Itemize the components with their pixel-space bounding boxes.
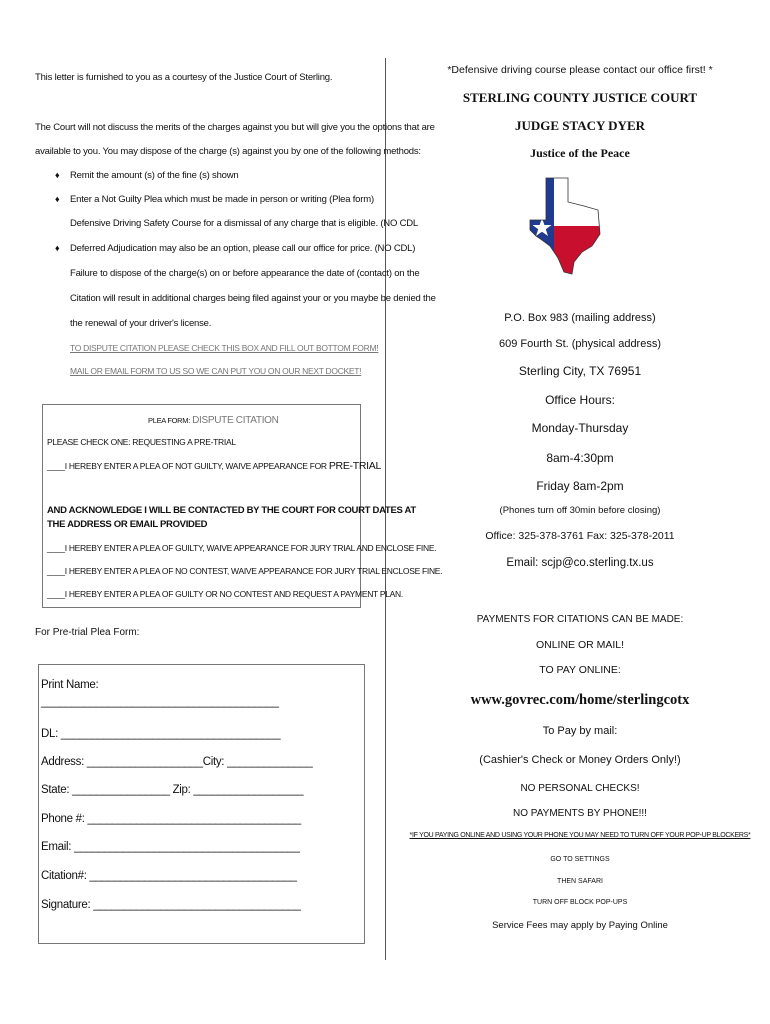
friday-hours: Friday 8am-2pm [536, 479, 624, 493]
plea-acknowledge-1: AND ACKNOWLEDGE I WILL BE CONTACTED BY THE COURT FOR COURT DATES AT [47, 505, 416, 516]
plea-option-guilty[interactable]: ____I HEREBY ENTER A PLEA OF GUILTY, WAIVE APPEARANCE FOR JURY TRIAL AND ENCLOSE FINE. [47, 543, 437, 553]
bullet-diamond-icon: ♦ [55, 170, 60, 180]
failure-line-1: Failure to dispose of the charge(s) on or before appearance the date of (contact) on the [70, 268, 420, 279]
plea-option-not-guilty[interactable]: ____I HEREBY ENTER A PLEA OF NOT GUILTY, WAIVE APPEARANCE FOR PRE-TRIAL [47, 460, 381, 472]
step-popups: TURN OFF BLOCK POP-UPS [532, 899, 628, 906]
service-fees-note: Service Fees may apply by Paying Online [492, 920, 668, 931]
state-zip-field[interactable]: State: ________________ Zip: __________________ [41, 784, 304, 796]
step-safari: THEN SAFARI [557, 878, 603, 885]
cashiers-note: (Cashier's Check or Money Orders Only!) [479, 754, 681, 766]
payment-url-link[interactable]: www.govrec.com/home/sterlingcotx [470, 692, 690, 708]
pay-mail-label: To Pay by mail: [542, 725, 618, 737]
online-or-mail: ONLINE OR MAIL! [535, 639, 625, 651]
bullet-diamond-icon: ♦ [55, 194, 60, 204]
failure-line-3: the renewal of your driver's license. [70, 318, 212, 329]
texas-flag-map-icon [528, 176, 602, 276]
physical-address: 609 Fourth St. (physical address) [498, 338, 662, 350]
judge-title: Justice of the Peace [530, 146, 630, 160]
option-remit: Remit the amount (s) of the fine (s) shown [70, 170, 239, 181]
pay-online-label: TO PAY ONLINE: [539, 664, 621, 676]
defensive-driving-note: *Defensive driving course please contact our office first! * [447, 64, 713, 76]
court-name: STERLING COUNTY JUSTICE COURT [462, 90, 698, 105]
address-city-field[interactable]: Address: ___________________City: ______________ [41, 756, 313, 768]
office-days: Monday-Thursday [531, 421, 629, 435]
intro-line-1: The Court will not discuss the merits of the charges against you but will give you the options that are [35, 122, 435, 133]
print-name-label: Print Name: [41, 679, 99, 691]
plea-option-no-contest[interactable]: ____I HEREBY ENTER A PLEA OF NO CONTEST, WAIVE APPEARANCE FOR JURY TRIAL ENCLOSE FINE. [47, 566, 443, 576]
no-phone-payments: NO PAYMENTS BY PHONE!!! [513, 808, 647, 819]
plea-check-one: PLEASE CHECK ONE: REQUESTING A PRE-TRIAL [47, 437, 236, 447]
payments-heading: PAYMENTS FOR CITATIONS CAN BE MADE: [476, 614, 684, 625]
dl-field[interactable]: DL: ____________________________________ [41, 728, 281, 740]
option-not-guilty: Enter a Not Guilty Plea which must be made in person or writing (Plea form) [70, 194, 374, 205]
court-email[interactable]: Email: scjp@co.sterling.tx.us [506, 557, 654, 569]
office-hours-label: Office Hours: [545, 393, 615, 407]
office-fax: Office: 325-378-3761 Fax: 325-378-2011 [485, 530, 675, 542]
no-personal-checks: NO PERSONAL CHECKS! [520, 783, 640, 794]
plea-form-title: PLEA FORM: DISPUTE CITATION [148, 415, 279, 426]
failure-line-2: Citation will result in additional charges being filed against your or you maybe be denied the [70, 293, 436, 304]
intro-line-2: available to you. You may dispose of the charge (s) against you by one of the following methods: [35, 146, 421, 157]
office-hours: 8am-4:30pm [546, 451, 614, 465]
plea-option-payment-plan[interactable]: ____I HEREBY ENTER A PLEA OF GUILTY OR NO CONTEST AND REQUEST A PAYMENT PLAN. [47, 589, 403, 599]
signature-field[interactable]: Signature: __________________________________ [41, 899, 301, 911]
dispute-instruction-2[interactable]: MAIL OR EMAIL FORM TO US SO WE CAN PUT YOU ON OUR NEXT DOCKET! [70, 366, 362, 376]
pretrial-form-box [38, 664, 365, 944]
judge-name: JUDGE STACY DYER [514, 118, 645, 133]
phone-field[interactable]: Phone #: ___________________________________ [41, 813, 301, 825]
option-deferred: Deferred Adjudication may also be an option, please call our office for price. (NO CDL) [70, 243, 416, 254]
bullet-diamond-icon: ♦ [55, 243, 60, 253]
city-state-zip: Sterling City, TX 76951 [518, 364, 642, 378]
popup-blocker-note: *IF YOU PAYING ONLINE AND USING YOUR PHONE YOU MAY NEED TO TURN OFF YOUR POP-UP BLOCKERS* [409, 832, 751, 839]
plea-acknowledge-2: THE ADDRESS OR EMAIL PROVIDED [47, 519, 208, 530]
print-name-field[interactable]: _______________________________________ [41, 696, 279, 708]
email-field[interactable]: Email: _____________________________________ [41, 841, 300, 853]
plea-form-box [42, 404, 443, 608]
courtesy-text: This letter is furnished to you as a courtesy of the Justice Court of Sterling. [35, 72, 333, 83]
option-defensive-driving: Defensive Driving Safety Course for a dismissal of any charge that is eligible. (NO CDL [70, 218, 418, 229]
phones-note: (Phones turn off 30min before closing) [499, 505, 661, 516]
dispute-instruction-1[interactable]: TO DISPUTE CITATION PLEASE CHECK THIS BOX AND FILL OUT BOTTOM FORM! [70, 343, 379, 353]
pretrial-label: For Pre-trial Plea Form: [35, 627, 140, 638]
citation-field[interactable]: Citation#: __________________________________ [41, 870, 297, 882]
mailing-address: P.O. Box 983 (mailing address) [504, 312, 656, 324]
step-settings: GO TO SETTINGS [550, 856, 610, 863]
